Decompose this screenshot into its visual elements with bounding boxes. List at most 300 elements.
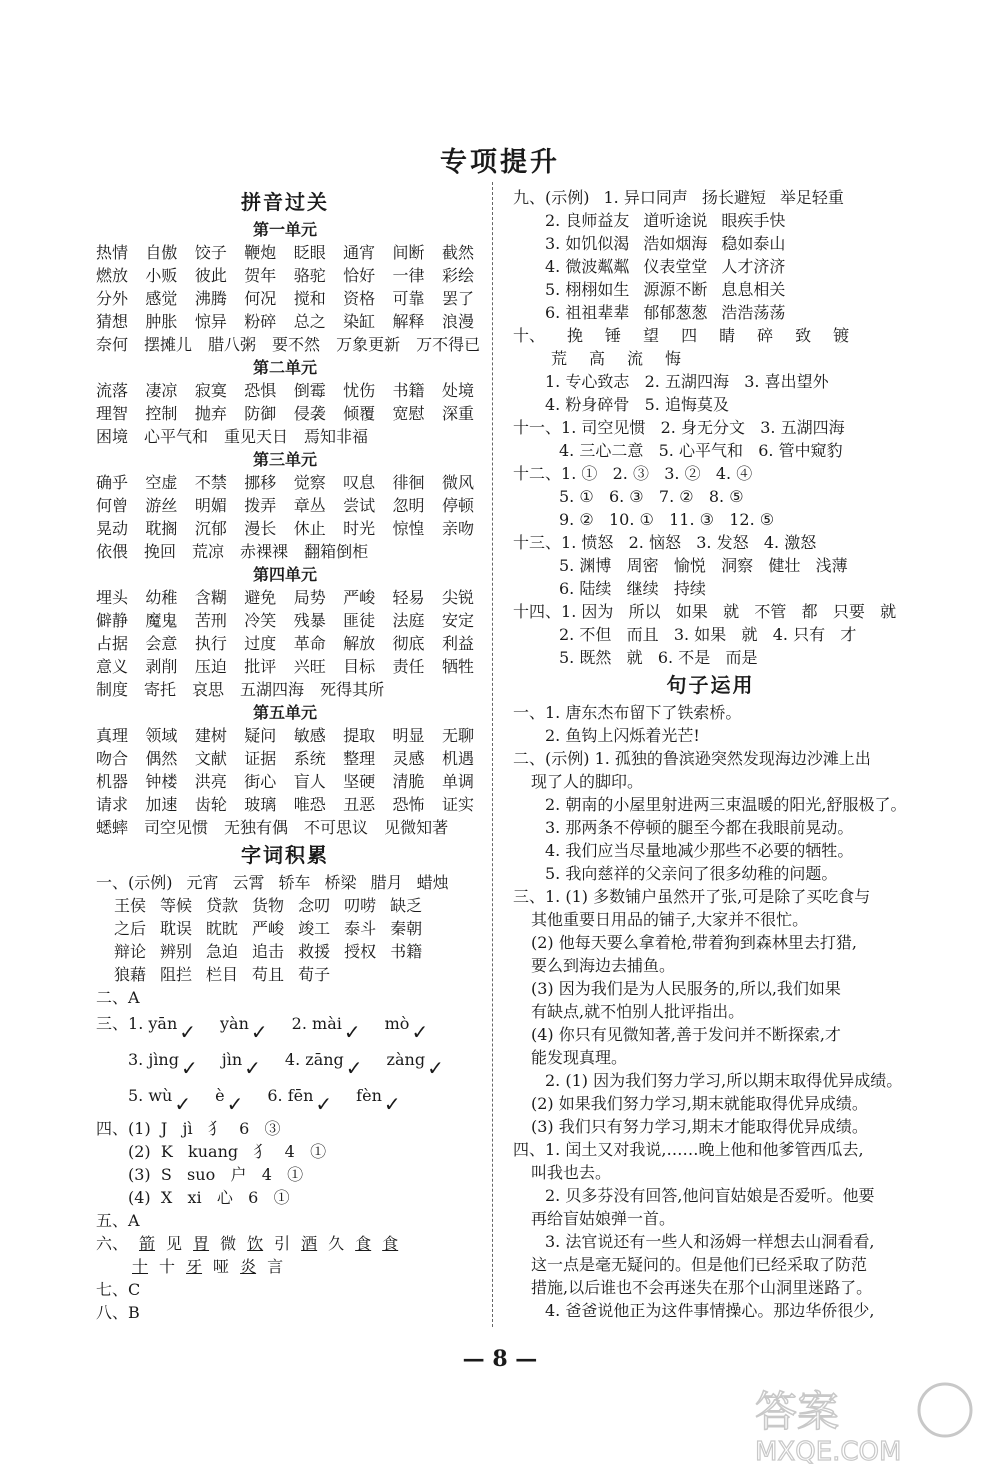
sentence-line: 二、(示例) 1. 孤独的鲁滨逊突然发现海边沙滩上出 [513, 749, 871, 768]
word: 苟且 [252, 965, 285, 984]
idiom: 4. 微波粼粼 [545, 257, 630, 276]
answer-line [513, 508, 908, 531]
idiom-row [513, 232, 908, 255]
word: 总之 [293, 312, 326, 331]
word: 彻底 [392, 634, 425, 653]
sentence-line: (2) 他每天要么拿着枪,带着狗到森林里去打猎, [531, 933, 857, 952]
word-row [96, 747, 474, 770]
checkmark-icon: ✓ [180, 1056, 198, 1080]
word: 忽明 [392, 496, 425, 515]
answer-line: 4. 粉身碎骨 5. 追悔莫及 [545, 395, 729, 414]
sentence-line: (3) 我们只有努力学习,期末才能取得优异成绩。 [531, 1117, 868, 1136]
char: 挽 [567, 326, 584, 345]
pinyin-choice: fèn [356, 1086, 382, 1105]
word: 挽回 [144, 542, 177, 561]
word: 兴旺 [293, 657, 326, 676]
word: 齿轮 [194, 795, 227, 814]
char: 酒 [301, 1234, 318, 1253]
word: 魔鬼 [145, 611, 178, 630]
word: 罢了 [441, 289, 474, 308]
word: 饺子 [194, 243, 227, 262]
word: 可靠 [392, 289, 425, 308]
dictionary-row [96, 1117, 474, 1140]
sentence-line: 叫我也去。 [531, 1163, 612, 1182]
word: 证据 [244, 749, 277, 768]
word: 灵感 [392, 749, 425, 768]
char-row [513, 324, 908, 347]
word: 批评 [244, 657, 277, 676]
word: 压迫 [194, 657, 227, 676]
checkmark-icon: ✓ [345, 1056, 363, 1080]
word: 小贩 [145, 266, 178, 285]
word: 追击 [252, 942, 285, 961]
answer-line [513, 462, 908, 485]
word: 心平气和 [144, 427, 209, 446]
pinyin-choice: 3. jìng [128, 1050, 179, 1069]
word: 倒霉 [293, 381, 326, 400]
word: 沸腾 [194, 289, 227, 308]
item-prefix: 十二、 [513, 464, 562, 483]
word: 轿车 [278, 873, 311, 892]
word: 鞭炮 [244, 243, 277, 262]
word: 书籍 [392, 381, 425, 400]
idiom: 源源不断 [643, 280, 708, 299]
answer-line: 五、A [96, 1211, 140, 1230]
idiom: 1. 异口同声 [603, 188, 688, 207]
idiom: 5. 栩栩如生 [545, 280, 630, 299]
word: 微风 [441, 473, 474, 492]
answer-line [513, 439, 908, 462]
sentence-line: 能发现真理。 [531, 1048, 628, 1067]
checkmark-icon: ✓ [411, 1020, 429, 1044]
char: 碎 [757, 326, 774, 345]
checkmark-icon: ✓ [315, 1092, 333, 1116]
word: 彼此 [194, 266, 227, 285]
word: 安定 [441, 611, 474, 630]
word: 五湖四海 [240, 680, 305, 699]
answer-text: 5. 渊博 周密 愉悦 洞察 健壮 浅薄 [559, 556, 848, 575]
word: 恐怖 [392, 795, 425, 814]
word: 忧伤 [343, 381, 376, 400]
idiom: 道听途说 [643, 211, 708, 230]
word: 惊惶 [392, 519, 425, 538]
pinyin-choice: yàn [220, 1014, 249, 1033]
idiom: 眼疾手快 [721, 211, 786, 230]
page-number: — 8 — [462, 1346, 538, 1372]
word: 过度 [244, 634, 277, 653]
word: 挪移 [244, 473, 277, 492]
word: 防御 [244, 404, 277, 423]
word: 尖锐 [441, 588, 474, 607]
answer-text: 2. 不但 而且 3. 如果 就 4. 只有 才 [559, 625, 857, 644]
word: 沉郁 [194, 519, 227, 538]
word: 单调 [441, 772, 474, 791]
sentence-line: 5. 我向慈祥的父亲问了很多幼稚的问题。 [545, 864, 838, 883]
word: 含糊 [194, 588, 227, 607]
section-title-ciji: 字词积累 [241, 843, 329, 867]
word: 建树 [194, 726, 227, 745]
sentence-line: 2. 朝南的小屋里射进两三束温暖的阳光,舒服极了。 [545, 795, 907, 814]
word: 执行 [194, 634, 227, 653]
word: 目标 [343, 657, 376, 676]
word: 哀思 [192, 680, 225, 699]
answer-text: 9. ② 10. ① 11. ③ 12. ⑤ [559, 510, 775, 529]
answer-line: 1. 专心致志 2. 五湖四海 3. 喜出望外 [545, 372, 829, 391]
word: 死得其所 [320, 680, 385, 699]
checkmark-icon: ✓ [427, 1056, 444, 1080]
word: 整理 [343, 749, 376, 768]
sentence-line: 三、1. (1) 多数铺户虽然开了张,可是除了买吃食与 [513, 887, 871, 906]
char: 牙 [186, 1257, 203, 1276]
word: 贺年 [244, 266, 277, 285]
word: 停顿 [441, 496, 474, 515]
word: 摆摊儿 [144, 335, 193, 354]
word: 盲人 [293, 772, 326, 791]
word: 肿胀 [145, 312, 178, 331]
idiom: 2. 良师益友 [545, 211, 630, 230]
word: 竣工 [298, 919, 331, 938]
pinyin-choice: 1. yān [128, 1014, 178, 1033]
word: 加速 [145, 795, 178, 814]
word: 避免 [244, 588, 277, 607]
char: 食 [355, 1234, 372, 1253]
word-row [96, 678, 474, 701]
idiom: 举足轻重 [779, 188, 844, 207]
word: 热情 [96, 243, 129, 262]
word: 时光 [343, 519, 376, 538]
word: 吻合 [96, 749, 129, 768]
idiom: 人才济济 [721, 257, 786, 276]
word: 严峻 [252, 919, 285, 938]
word: 埋头 [96, 588, 129, 607]
word-row [96, 894, 474, 917]
word: 幼稚 [145, 588, 178, 607]
word-row [96, 471, 474, 494]
word: 依偎 [96, 542, 129, 561]
word: 空虚 [145, 473, 178, 492]
sentence-line: (3) 因为我们是为人民服务的,所以,我们如果 [531, 979, 841, 998]
dictionary-row [96, 1140, 474, 1163]
word: 机器 [96, 772, 129, 791]
answer-line [513, 646, 908, 669]
word: 感觉 [145, 289, 178, 308]
word: 清脆 [392, 772, 425, 791]
word-row [96, 425, 474, 448]
dictionary-answer: (3) S suo 户 4 ① [128, 1165, 304, 1184]
word: 制度 [96, 680, 129, 699]
word: 会意 [145, 634, 178, 653]
word: 燃放 [96, 266, 129, 285]
word: 见微知著 [384, 818, 449, 837]
word: 念叨 [298, 896, 331, 915]
word-row [96, 917, 474, 940]
word: 贷款 [206, 896, 239, 915]
word: 何曾 [96, 496, 129, 515]
idiom: 仪表堂堂 [643, 257, 708, 276]
idiom-row [513, 209, 908, 232]
sentence-line: 再给盲姑娘弹一首。 [531, 1209, 676, 1228]
pinyin-row [96, 1081, 474, 1117]
word: 理智 [96, 404, 129, 423]
word: 抛弃 [194, 404, 227, 423]
section-title-juzi: 句子运用 [666, 673, 755, 697]
word: 间断 [392, 243, 425, 262]
dictionary-answer: (4) X xi 心 6 ① [128, 1188, 290, 1207]
word: 处境 [441, 381, 474, 400]
idiom: 6. 祖祖辈辈 [545, 303, 630, 322]
pinyin-choice: 6. fēn [267, 1086, 314, 1105]
word: 搅和 [293, 289, 326, 308]
answer-text: 1. 司空见惯 2. 身无分文 3. 五湖四海 [561, 418, 845, 437]
answer-line [513, 600, 908, 623]
answer-text: 5. 既然 就 6. 不是 而是 [559, 648, 758, 667]
word: 意义 [96, 657, 129, 676]
word: 亲吻 [441, 519, 474, 538]
word: 机遇 [441, 749, 474, 768]
word: 万象更新 [336, 335, 401, 354]
word: 证实 [441, 795, 474, 814]
word-row [96, 287, 474, 310]
word: 无独有偶 [224, 818, 289, 837]
word: 法庭 [392, 611, 425, 630]
word: 明媚 [194, 496, 227, 515]
item-prefix: 六、 [96, 1234, 129, 1253]
char: 食 [382, 1234, 399, 1253]
idiom: 稳如泰山 [721, 234, 786, 253]
word: 深重 [441, 404, 474, 423]
word-row [96, 333, 481, 356]
word-row [96, 655, 474, 678]
idiom: 息息相关 [721, 280, 786, 299]
word: 腊月 [370, 873, 403, 892]
pinyin-row [96, 1045, 474, 1081]
word: 彩绘 [441, 266, 474, 285]
word: 漫长 [244, 519, 277, 538]
word: 浪漫 [441, 312, 474, 331]
pinyin-choice: 4. zāng [284, 1050, 344, 1069]
word-row [96, 871, 474, 894]
section-title-pinyin: 拼音过关 [241, 190, 329, 214]
pinyin-choice: zàng [386, 1050, 426, 1069]
char: 胃 [193, 1234, 210, 1253]
dictionary-answer: (1) J jì 犭 6 ③ [128, 1119, 281, 1138]
word-row [96, 963, 474, 986]
sentence-line: 3. 法官说还有一些人和汤姆一样想去山洞看看, [545, 1232, 875, 1251]
word: 猜想 [96, 312, 129, 331]
word: 侵袭 [293, 404, 326, 423]
word-row [96, 1232, 474, 1255]
word: 责任 [392, 657, 425, 676]
sentence-line: 有缺点,就不怕别人批评指出。 [531, 1002, 745, 1021]
word: 要不然 [272, 335, 321, 354]
word: 不禁 [194, 473, 227, 492]
word: 剥削 [145, 657, 178, 676]
item-prefix: 九、(示例) [513, 188, 590, 207]
word: 缺乏 [390, 896, 423, 915]
word: 辨别 [160, 942, 193, 961]
answer-line [513, 554, 908, 577]
word: 何况 [244, 289, 277, 308]
pinyin-choice: 5. wù [128, 1086, 173, 1105]
word: 文献 [194, 749, 227, 768]
idiom: 浩浩荡荡 [721, 303, 786, 322]
word: 司空见惯 [144, 818, 209, 837]
sentence-line: 4. 我们应当尽量地减少那些不必要的牺牲。 [545, 841, 854, 860]
word: 桥梁 [324, 873, 357, 892]
word: 泰斗 [344, 919, 377, 938]
sentence-line: 措施,以后谁也不会再迷失在那个山洞里迷路了。 [531, 1278, 873, 1297]
char: 望 [643, 326, 660, 345]
page-title: 专项提升 [440, 147, 560, 178]
checkmark-icon: ✓ [226, 1092, 244, 1116]
idiom: 郁郁葱葱 [643, 303, 708, 322]
word: 耽误 [160, 919, 193, 938]
word-row [96, 517, 474, 540]
char: 流 [627, 349, 644, 368]
item-prefix: 十三、 [513, 533, 562, 552]
checkmark-icon: ✓ [174, 1092, 192, 1116]
word: 荀子 [298, 965, 331, 984]
char: 锤 [605, 326, 622, 345]
checkmark-icon: ✓ [179, 1020, 197, 1044]
word: 宽慰 [392, 404, 425, 423]
word: 阻拦 [160, 965, 193, 984]
char: 荒 [551, 349, 568, 368]
checkmark-icon: ✓ [250, 1020, 268, 1044]
word: 系统 [293, 749, 326, 768]
word: 控制 [145, 404, 178, 423]
word-row [96, 609, 474, 632]
unit-title: 第五单元 [252, 703, 317, 722]
unit-title: 第三单元 [252, 450, 317, 469]
word: 重见天日 [224, 427, 289, 446]
column-divider [492, 182, 493, 1327]
answer-text: 1. 因为 所以 如果 就 不管 都 只要 就 [561, 602, 897, 621]
word: 翻箱倒柜 [304, 542, 369, 561]
word: 钟楼 [145, 772, 178, 791]
char: 引 [274, 1234, 291, 1253]
word: 尝试 [343, 496, 376, 515]
word: 云霄 [232, 873, 265, 892]
char: 微 [220, 1234, 237, 1253]
word: 一律 [392, 266, 425, 285]
word: 明显 [392, 726, 425, 745]
svg-text:答案: 答案 [755, 1387, 840, 1436]
pinyin-row [96, 1009, 474, 1045]
word: 疑问 [244, 726, 277, 745]
idiom: 3. 如饥似渴 [545, 234, 630, 253]
answer-text: 5. ① 6. ③ 7. ② 8. ⑤ [559, 487, 744, 506]
char: 饮 [247, 1234, 264, 1253]
word: 万不得已 [416, 335, 481, 354]
word: 秦朝 [390, 919, 423, 938]
word: 徘徊 [392, 473, 425, 492]
word-row [96, 494, 474, 517]
word-row [96, 770, 474, 793]
word: 自傲 [145, 243, 178, 262]
word: 王侯 [114, 896, 147, 915]
word: 倾覆 [343, 404, 376, 423]
word-row [96, 940, 474, 963]
word: 蟋蟀 [96, 818, 129, 837]
answer-line [513, 623, 908, 646]
word-row [96, 379, 474, 402]
pinyin-choice: 2. mài [291, 1014, 342, 1033]
word: 流落 [96, 381, 129, 400]
answer-text: 6. 陆续 继续 持续 [559, 579, 706, 598]
char: 炎 [240, 1257, 257, 1276]
word: 染缸 [343, 312, 376, 331]
word: 真理 [96, 726, 129, 745]
sentence-line: 其他重要日用品的铺子,大家并不很忙。 [531, 910, 809, 929]
word: 分外 [96, 289, 129, 308]
word: 资格 [343, 289, 376, 308]
item-prefix: 十四、 [513, 602, 562, 621]
word: 元宵 [186, 873, 219, 892]
char: 久 [328, 1234, 345, 1253]
word: 荒凉 [192, 542, 225, 561]
word: 寂寞 [194, 381, 227, 400]
word: 恰好 [343, 266, 376, 285]
char: 致 [795, 326, 812, 345]
word-row [96, 1255, 474, 1278]
char: 十 [132, 1257, 149, 1276]
idiom-row [513, 301, 908, 324]
word: 腊八粥 [208, 335, 257, 354]
checkmark-icon: ✓ [383, 1092, 401, 1116]
word: 栏目 [206, 965, 239, 984]
char: 见 [166, 1234, 183, 1253]
word: 拨弄 [244, 496, 277, 515]
dictionary-row [96, 1186, 474, 1209]
watermark-logo-icon [745, 1378, 980, 1466]
word: 等候 [160, 896, 193, 915]
item-prefix: 三、 [96, 1014, 129, 1033]
checkmark-icon: ✓ [244, 1056, 261, 1080]
word: 轻易 [392, 588, 425, 607]
sentence-line: 一、1. 唐东杰布留下了铁索桥。 [513, 703, 742, 722]
idiom-row [513, 186, 908, 209]
word: 耽搁 [145, 519, 178, 538]
char: 镀 [833, 326, 850, 345]
word: 惊异 [194, 312, 227, 331]
dictionary-answer: (2) K kuang 犭 4 ① [128, 1142, 327, 1161]
sentence-line: 要么到海边去捕鱼。 [531, 956, 676, 975]
item-prefix: 一、(示例) [96, 873, 173, 892]
word: 革命 [293, 634, 326, 653]
word: 坚硬 [343, 772, 376, 791]
word: 眈眈 [206, 919, 239, 938]
word: 恐惧 [244, 381, 277, 400]
word-row [96, 310, 474, 333]
word: 提取 [343, 726, 376, 745]
word: 辩论 [114, 942, 147, 961]
word: 游丝 [145, 496, 178, 515]
word: 凄凉 [145, 381, 178, 400]
word-row [96, 402, 474, 425]
word: 狼藉 [114, 965, 147, 984]
right-column [513, 186, 908, 1322]
word: 眨眼 [293, 243, 326, 262]
word: 玻璃 [244, 795, 277, 814]
word: 骆驼 [293, 266, 326, 285]
word: 丑恶 [343, 795, 376, 814]
answer-line: 七、C [96, 1280, 141, 1299]
item-prefix: 四、 [96, 1119, 129, 1138]
word: 僻静 [96, 611, 129, 630]
char: 哑 [213, 1257, 230, 1276]
word-row [96, 724, 474, 747]
